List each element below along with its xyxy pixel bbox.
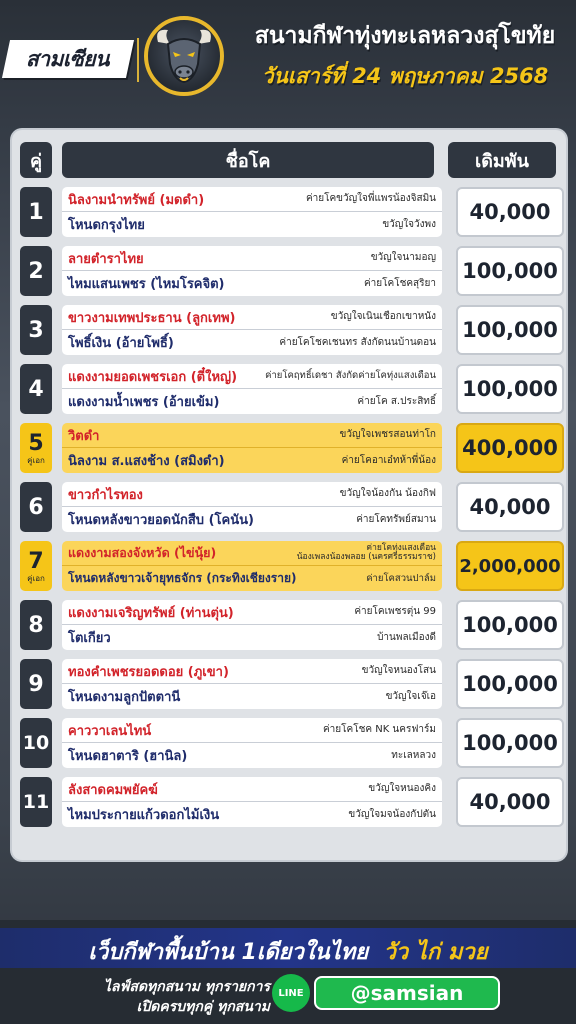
bet-amount: 2,000,000 (456, 541, 564, 591)
bull-name-blue: ไหมประกายแก้วดอกไม้เงิน (68, 808, 220, 823)
bet-amount: 400,000 (456, 423, 564, 473)
camp-name: ค่ายโคทุ่งแสงเดือน น้องเพลงน้องพลอย (นครศรีธรรมราช) (296, 543, 436, 562)
bet-amount: 100,000 (456, 718, 564, 768)
bull-name-blue: นิลงาม ส.แสงช้าง (สมิงดำ) (68, 454, 225, 469)
bull-name-red: ลังสาดคมพยัคฆ์ (68, 782, 158, 798)
bull-names (62, 659, 442, 709)
camp-name: ค่ายโคโชคสุริยา (363, 277, 436, 289)
bull-names (62, 541, 442, 591)
bull-name-blue: โหนดฮาตาริ (ฮานิล) (68, 749, 188, 764)
pair-number: 1 (20, 187, 52, 237)
bull-logo-icon (144, 16, 224, 96)
camp-name: ค่ายโคโชค NK นครฟาร์ม (322, 724, 436, 735)
footer-slogan: เว็บกีฬาพื้นบ้าน 1เดียวในไทย วัว ไก่ มวย (88, 940, 488, 965)
bull-name-blue: ไหมแสนเพชร (ไหมโรคจิต) (68, 277, 225, 292)
table-row (20, 364, 558, 414)
camp-name: ขวัญใจเจ๊เอ (385, 690, 436, 702)
bull-names (62, 423, 442, 473)
bull-names (62, 718, 442, 768)
bull-names (62, 777, 442, 827)
bet-amount: 100,000 (456, 659, 564, 709)
camp-name: ค่ายโคโชคเชนทร สังกัดนนบ้านดอน (279, 336, 436, 348)
pair-number: 9 (20, 659, 52, 709)
camp-name: ขวัญใจเนินเชือกเขาหนัง (330, 311, 436, 322)
camp-name: ค่ายโคทรัพย์สมาน (356, 513, 436, 525)
event-date: วันเสาร์ที่ 24 พฤษภาคม 2568 (261, 64, 549, 88)
pair-number: 8 (20, 600, 52, 650)
camp-name: ขวัญใจน้องกัน น้องกิฟ (339, 488, 436, 499)
camp-name: ค่ายโค ส.ประสิทธิ์ (357, 395, 436, 407)
pair-number: 7 คู่เอก (20, 541, 52, 591)
bull-names (62, 246, 442, 296)
bull-name-red: ลายตำราไทย (68, 251, 144, 267)
bull-name-blue: โพธิ์เงิน (อ้ายโพธิ์) (68, 336, 174, 351)
table-row (20, 777, 558, 827)
camp-name: ทะเลหลวง (391, 749, 436, 761)
camp-name: ค่ายโคเพชรตุ่น 99 (354, 606, 436, 617)
line-handle-button[interactable]: @samsian (314, 976, 500, 1010)
pair-number: 2 (20, 246, 52, 296)
bull-names (62, 364, 442, 414)
bull-name-red: วิตดำ (68, 428, 100, 444)
column-header-pair: คู่ (20, 142, 52, 178)
camp-name: ขวัญใจหนองโสน (361, 665, 436, 676)
header (0, 0, 576, 118)
bull-name-red: แดงงามเจริญทรัพย์ (ท่านตุ่น) (68, 605, 234, 621)
camp-name: ค่ายโคฤทธิ์เดชา สังกัดค่ายโคทุ่งแสงเดือน (265, 370, 436, 381)
camp-name: ขวัญใจเพชรสอนท่าโก (339, 429, 436, 440)
camp-name: ขวัญใจหนองคิง (368, 783, 436, 794)
bet-amount: 40,000 (456, 777, 564, 827)
camp-name: ขวัญใจนามอญ (370, 252, 436, 263)
pair-number: 4 (20, 364, 52, 414)
bull-name-blue: แดงงามน้ำเพชร (อ้ายเข้ม) (68, 395, 220, 410)
footer-line-1: ไลฟ์สดทุกสนาม ทุกรายการ (103, 979, 270, 995)
camp-name: ค่ายโคขวัญใจพี่แพรน้องจิสมิน (305, 193, 436, 204)
camp-name: บ้านพลเมืองดี (377, 631, 436, 643)
bull-name-red: ขาวงามเทพประธาน (ลูกเทพ) (68, 310, 236, 326)
bull-name-red: ทองคำเพชรยอดดอย (ภูเขา) (68, 664, 229, 680)
bull-names (62, 600, 442, 650)
bet-amount: 100,000 (456, 364, 564, 414)
brand-logo (2, 40, 134, 78)
camp-name: ขวัญใจวังพง (382, 218, 436, 230)
bet-amount: 40,000 (456, 187, 564, 237)
bull-name-blue: โหนดงามลูกปัตตานี (68, 690, 181, 705)
bull-name-red: แดงงามยอดเพชรเอก (ตี๋ใหญ่) (68, 369, 238, 385)
bull-name-red: นิลงามนำทรัพย์ (มดดำ) (68, 192, 205, 208)
bull-names (62, 305, 442, 355)
bull-name-blue: โหนดหลังขาวเจ้ายุทธจักร (กระทิงเชียงราย) (68, 571, 297, 585)
bull-name-blue: โตเกียว (68, 631, 111, 646)
bet-amount: 100,000 (456, 305, 564, 355)
table-row (20, 659, 558, 709)
bull-name-red: คาววาเลนไทน์ (68, 723, 152, 739)
bull-name-blue: โหนดกรุงไทย (68, 218, 145, 233)
main-pair-label: คู่เอก (27, 574, 45, 583)
camp-name: ค่ายโคอาเอ๋ทห้าพี่น้อง (341, 454, 436, 466)
table-row (20, 246, 558, 296)
pair-number: 5 คู่เอก (20, 423, 52, 473)
pair-number: 3 (20, 305, 52, 355)
table-row (20, 305, 558, 355)
table-row (20, 187, 558, 237)
bet-amount: 100,000 (456, 600, 564, 650)
bull-name-red: แดงงามสองจังหวัด (ไข่นุ้ย) (68, 545, 217, 560)
camp-name: ขวัญใจมจน้องกัปตัน (348, 808, 436, 820)
column-header-name: ชื่อโค (62, 142, 434, 178)
bet-amount: 100,000 (456, 246, 564, 296)
bet-amount: 40,000 (456, 482, 564, 532)
slogan-highlight: วัว ไก่ มวย (383, 940, 488, 965)
table-row-main-pair (20, 541, 561, 591)
bull-names (62, 482, 442, 532)
brand-name: สามเซียน (26, 46, 110, 71)
logo-divider (137, 38, 139, 82)
pair-number: 10 (20, 718, 52, 768)
footer-line-2: เปิดครบทุกคู่ ทุกสนาม (136, 999, 270, 1015)
table-row (20, 718, 558, 768)
main-pair-label: คู่เอก (27, 456, 45, 465)
bull-name-red: ขาวกำไรทอง (68, 487, 143, 503)
table-row (20, 482, 558, 532)
bull-names (62, 187, 442, 237)
table-row (20, 600, 558, 650)
stadium-title: สนามกีฬาทุ่งทะเลหลวงสุโขทัย (254, 23, 556, 49)
table-row-main-pair (20, 423, 558, 473)
line-app-icon[interactable]: LINE (272, 974, 310, 1012)
camp-name: ค่ายโคสวนปาล์ม (366, 572, 436, 584)
pair-number: 6 (20, 482, 52, 532)
column-header-bet: เดิมพัน (448, 142, 556, 178)
pair-number: 11 (20, 777, 52, 827)
bull-name-blue: โหนดหลังขาวยอดนักสืบ (โคนัน) (68, 513, 254, 528)
match-table (12, 130, 566, 860)
